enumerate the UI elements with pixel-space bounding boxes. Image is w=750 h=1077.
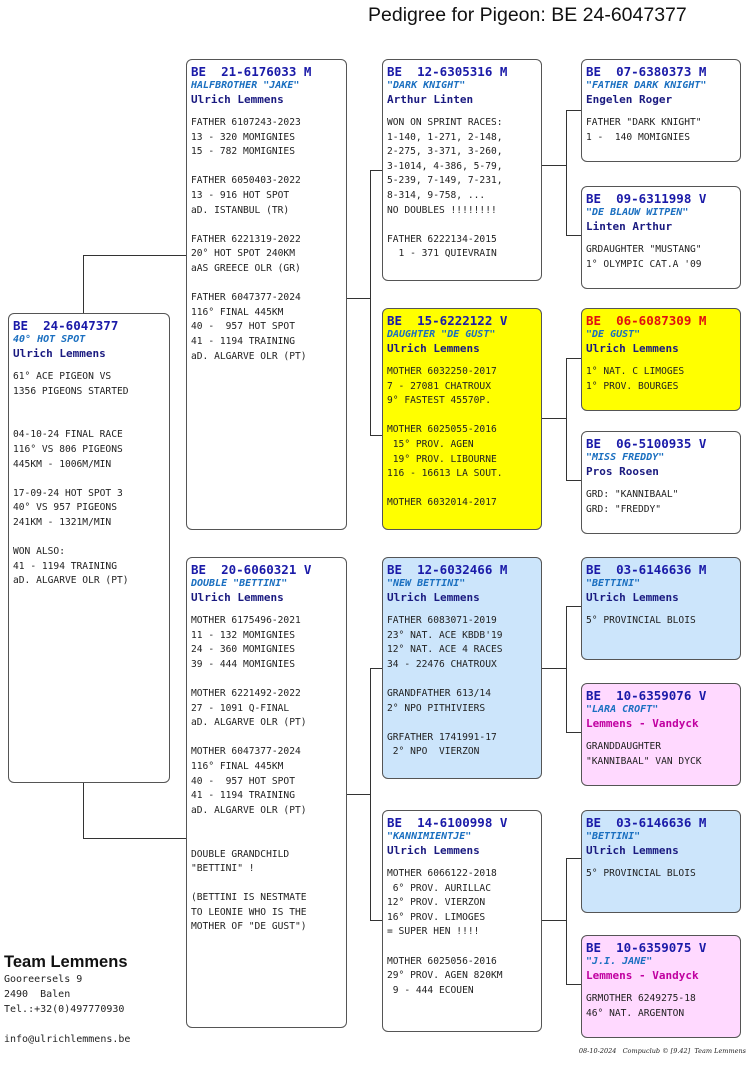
pigeon-info: WON ON SPRINT RACES: 1-140, 1-271, 2-148, 2-275, 3-371, 3-260, 3-1014, 4-386, 5-79, 5-239, 7-149, 7-231, 8-314, 9-758, ... NO DOUBLES !!!!!!!! FATHER 6222134-2015 1 - 371 QUIEVRAIN bbox=[387, 117, 503, 260]
connector bbox=[542, 668, 566, 669]
subject-card[interactable] bbox=[8, 313, 170, 783]
ring-number: BE 24-6047377 bbox=[13, 318, 119, 333]
team-email-link[interactable]: info@ulrichlemmens.be bbox=[4, 1034, 131, 1045]
pigeon-info: GRMOTHER 6249275-18 46° NAT. ARGENTON bbox=[586, 993, 696, 1019]
connector bbox=[566, 606, 567, 732]
connector bbox=[566, 110, 567, 235]
breeder-name: Linten Arthur bbox=[586, 220, 673, 233]
pigeon-info: 5° PROVINCIAL BLOIS bbox=[586, 615, 696, 626]
page-title: Pedigree for Pigeon: BE 24-6047377 bbox=[368, 4, 687, 26]
team-contact bbox=[4, 952, 184, 1017]
ring-number: BE 10-6359076 V bbox=[586, 688, 707, 703]
connector bbox=[542, 418, 566, 419]
connector bbox=[370, 920, 382, 921]
grandfather-maternal-card[interactable] bbox=[382, 557, 542, 779]
team-address-city: 2490 Balen bbox=[4, 989, 71, 1000]
connector bbox=[370, 170, 371, 435]
great-grandparent-mmf-card[interactable] bbox=[581, 810, 741, 913]
breeder-name: Ulrich Lemmens bbox=[13, 347, 106, 360]
pigeon-name: "J.I. JANE" bbox=[586, 956, 653, 967]
grandfather-paternal-card[interactable] bbox=[382, 59, 542, 281]
great-grandparent-mff-card[interactable] bbox=[581, 557, 741, 660]
great-grandparent-mfm-card[interactable] bbox=[581, 683, 741, 786]
pigeon-name: "DE GUST" bbox=[586, 329, 641, 340]
breeder-name: Ulrich Lemmens bbox=[191, 93, 284, 106]
footer-credit: 08-10-2024 Compuclub © [9.42] Team Lemmens bbox=[578, 1047, 746, 1055]
breeder-name: Ulrich Lemmens bbox=[387, 591, 480, 604]
pigeon-name: DAUGHTER "DE GUST" bbox=[387, 329, 496, 340]
pigeon-info: MOTHER 6066122-2018 6° PROV. AURILLAC 12° PROV. VIERZON 16° PROV. LIMOGES = SUPER HEN !!!! MOTHER 6025056-2016 29° PROV. AGEN 820KM 9 - 444 ECOUEN bbox=[387, 868, 503, 996]
team-phone: Tel.:+32(0)497770930 bbox=[4, 1004, 125, 1015]
mother-card[interactable] bbox=[186, 557, 347, 1028]
team-address-street: Gooreersels 9 bbox=[4, 974, 83, 985]
great-grandparent-ffm-card[interactable] bbox=[581, 186, 741, 289]
connector bbox=[566, 480, 581, 481]
ring-number: BE 09-6311998 V bbox=[586, 191, 707, 206]
pigeon-info: MOTHER 6032250-2017 7 - 27081 CHATROUX 9° FASTEST 45570P. MOTHER 6025055-2016 15° PROV. AGEN 19° PROV. LIBOURNE 116 - 16613 LA SOUT. MOTHER 6032014-2017 bbox=[387, 366, 503, 509]
connector bbox=[83, 782, 84, 838]
ring-number: BE 12-6032466 M bbox=[387, 562, 508, 577]
connector bbox=[566, 732, 581, 733]
pigeon-info: FATHER 6107243-2023 13 - 320 MOMIGNIES 15 - 782 MOMIGNIES FATHER 6050403-2022 13 - 916 HOT SPOT aD. ISTANBUL (TR) FATHER 6221319-2022 20° HOT SPOT 240KM aAS GREECE OLR (GR) FATHER 6047377-2024 116° FINAL 445KM 40 - 957 HOT SPOT 41 - 1194 TRAINING aD. ALGARVE OLR (PT) bbox=[191, 117, 307, 362]
breeder-name: Ulrich Lemmens bbox=[387, 342, 480, 355]
connector bbox=[566, 858, 567, 984]
connector bbox=[542, 920, 566, 921]
pigeon-name: "DARK KNIGHT" bbox=[387, 80, 466, 91]
pigeon-name: "MISS FREDDY" bbox=[586, 452, 665, 463]
connector bbox=[370, 170, 382, 171]
pigeon-info: GRDAUGHTER "MUSTANG" 1° OLYMPIC CAT.A '09 bbox=[586, 244, 702, 270]
grandmother-paternal-card[interactable] bbox=[382, 308, 542, 530]
great-grandparent-mmm-card[interactable] bbox=[581, 935, 741, 1038]
connector bbox=[83, 838, 187, 839]
ring-number: BE 15-6222122 V bbox=[387, 313, 508, 328]
pigeon-info: 61° ACE PIGEON VS 1356 PIGEONS STARTED 04-10-24 FINAL RACE 116° VS 806 PIGEONS 445KM - 1006M/MIN 17-09-24 HOT SPOT 3 40° VS 957 PIGEONS 241KM - 1321M/MIN WON ALSO: 41 - 1194 TRAINING aD. ALGARVE OLR (PT) bbox=[13, 371, 129, 587]
great-grandparent-fff-card[interactable] bbox=[581, 59, 741, 162]
pigeon-name: DOUBLE "BETTINI" bbox=[191, 578, 288, 589]
breeder-name: Lemmens - Vandyck bbox=[586, 969, 699, 982]
connector bbox=[542, 165, 566, 166]
pigeon-info: MOTHER 6175496-2021 11 - 132 MOMIGNIES 24 - 360 MOMIGNIES 39 - 444 MOMIGNIES MOTHER 6221492-2022 27 - 1091 Q-FINAL aD. ALGARVE OLR (PT) MOTHER 6047377-2024 116° FINAL 445KM 40 - 957 HOT SPOT 41 - 1194 TRAINING aD. ALGARVE OLR (PT) DOUBLE GRANDCHILD "BETTINI" ! (BETTINI IS NESTMATE TO LEONIE WHO IS THE MOTHER OF "DE GUST") bbox=[191, 615, 307, 933]
pigeon-info: FATHER 6083071-2019 23° NAT. ACE KBDB'19 12° NAT. ACE 4 RACES 34 - 22476 CHATROUX GRANDFATHER 613/14 2° NPO PITHIVIERS GRFATHER 1741991-17 2° NPO VIERZON bbox=[387, 615, 503, 758]
ring-number: BE 12-6305316 M bbox=[387, 64, 508, 79]
pigeon-name: "NEW BETTINI" bbox=[387, 578, 466, 589]
breeder-name: Engelen Roger bbox=[586, 93, 673, 106]
great-grandparent-fmf-card[interactable] bbox=[581, 308, 741, 411]
ring-number: BE 21-6176033 M bbox=[191, 64, 312, 79]
connector bbox=[370, 435, 382, 436]
ring-number: BE 06-6087309 M bbox=[586, 313, 707, 328]
pigeon-name: "FATHER DARK KNIGHT" bbox=[586, 80, 707, 91]
ring-number: BE 20-6060321 V bbox=[191, 562, 312, 577]
pigeon-name: "DE BLAUW WITPEN" bbox=[586, 207, 689, 218]
breeder-name: Arthur Linten bbox=[387, 93, 474, 106]
ring-number: BE 07-6380373 M bbox=[586, 64, 707, 79]
pigeon-name: "BETTINI" bbox=[586, 831, 641, 842]
connector bbox=[566, 235, 581, 236]
grandmother-maternal-card[interactable] bbox=[382, 810, 542, 1032]
pigeon-name: "LARA CROFT" bbox=[586, 704, 659, 715]
pigeon-info: GRANDDAUGHTER "KANNIBAAL" VAN DYCK bbox=[586, 741, 702, 767]
breeder-name: Pros Roosen bbox=[586, 465, 659, 478]
father-card[interactable] bbox=[186, 59, 347, 530]
pigeon-info: 5° PROVINCIAL BLOIS bbox=[586, 868, 696, 879]
connector bbox=[566, 858, 581, 859]
breeder-name: Ulrich Lemmens bbox=[586, 342, 679, 355]
connector bbox=[566, 984, 581, 985]
connector bbox=[566, 110, 581, 111]
connector bbox=[83, 255, 84, 313]
pigeon-name: "KANNIMIENTJE" bbox=[387, 831, 472, 842]
breeder-name: Ulrich Lemmens bbox=[387, 844, 480, 857]
connector bbox=[346, 298, 370, 299]
pigeon-info: GRD: "KANNIBAAL" GRD: "FREDDY" bbox=[586, 489, 679, 515]
breeder-name: Ulrich Lemmens bbox=[586, 591, 679, 604]
connector bbox=[370, 668, 371, 920]
ring-number: BE 03-6146636 M bbox=[586, 815, 707, 830]
connector bbox=[370, 668, 382, 669]
ring-number: BE 10-6359075 V bbox=[586, 940, 707, 955]
pigeon-info: FATHER "DARK KNIGHT" 1 - 140 MOMIGNIES bbox=[586, 117, 702, 143]
pigeon-name: "BETTINI" bbox=[586, 578, 641, 589]
connector bbox=[346, 794, 370, 795]
breeder-name: Ulrich Lemmens bbox=[586, 844, 679, 857]
ring-number: BE 14-6100998 V bbox=[387, 815, 508, 830]
great-grandparent-fmm-card[interactable] bbox=[581, 431, 741, 534]
connector bbox=[566, 358, 567, 480]
team-name: Team Lemmens bbox=[4, 953, 128, 971]
ring-number: BE 03-6146636 M bbox=[586, 562, 707, 577]
pigeon-name: 40° HOT SPOT bbox=[13, 334, 86, 345]
breeder-name: Ulrich Lemmens bbox=[191, 591, 284, 604]
breeder-name: Lemmens - Vandyck bbox=[586, 717, 699, 730]
pigeon-name: HALFBROTHER "JAKE" bbox=[191, 80, 300, 91]
connector bbox=[83, 255, 187, 256]
connector bbox=[566, 358, 581, 359]
ring-number: BE 06-5100935 V bbox=[586, 436, 707, 451]
pigeon-info: 1° NAT. C LIMOGES 1° PROV. BOURGES bbox=[586, 366, 685, 392]
connector bbox=[566, 606, 581, 607]
